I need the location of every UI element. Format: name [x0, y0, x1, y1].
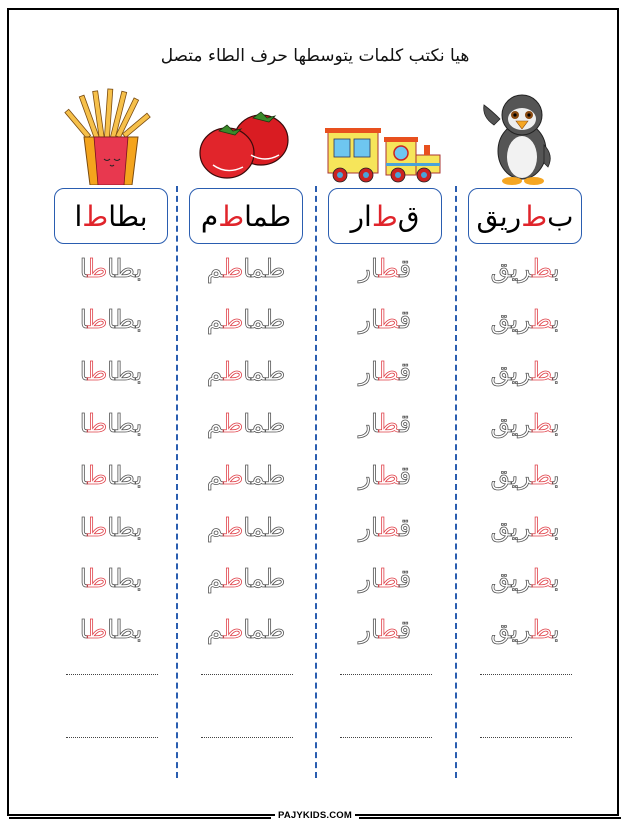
- writing-line[interactable]: [340, 737, 432, 738]
- tracing-word: بطريق: [490, 305, 560, 334]
- writing-line[interactable]: [201, 674, 293, 675]
- tracing-word: بطاطا: [79, 254, 143, 283]
- tracing-word: بطريق: [490, 409, 560, 438]
- toy-train-icon: [320, 85, 450, 185]
- tracing-word: بطريق: [490, 254, 560, 283]
- tracing-word: طماطم: [206, 615, 286, 644]
- example-word-tariq: ب ط ريق: [468, 188, 582, 244]
- tracing-word: قطار: [358, 409, 412, 438]
- tracing-word: بطاطا: [79, 305, 143, 334]
- tracing-word: قطار: [358, 305, 412, 334]
- tracing-word: قطار: [358, 357, 412, 386]
- tracing-word: طماطم: [206, 254, 286, 283]
- tracing-word: طماطم: [206, 461, 286, 490]
- tracing-word: بطريق: [490, 513, 560, 542]
- writing-line[interactable]: [201, 737, 293, 738]
- penguin-icon: [460, 85, 590, 185]
- tracing-word: بطاطا: [79, 461, 143, 490]
- writing-line[interactable]: [480, 674, 572, 675]
- writing-line[interactable]: [480, 737, 572, 738]
- writing-line[interactable]: [340, 674, 432, 675]
- tracing-word: بطاطا: [79, 564, 143, 593]
- tracing-word: بطاطا: [79, 409, 143, 438]
- tracing-word: طماطم: [206, 357, 286, 386]
- tracing-word: قطار: [358, 564, 412, 593]
- tracing-word: طماطم: [206, 305, 286, 334]
- tracing-word: بطريق: [490, 564, 560, 593]
- tracing-word: بطاطا: [79, 357, 143, 386]
- tracing-word: بطريق: [490, 461, 560, 490]
- column-divider: [315, 186, 317, 778]
- example-word-tamatim: طما ط م: [189, 188, 303, 244]
- example-word-batata: بطا ط ا: [54, 188, 168, 244]
- tracing-word: قطار: [358, 461, 412, 490]
- tracing-word: طماطم: [206, 564, 286, 593]
- writing-line[interactable]: [66, 737, 158, 738]
- writing-line[interactable]: [66, 674, 158, 675]
- tracing-word: بطاطا: [79, 513, 143, 542]
- tracing-word: بطريق: [490, 615, 560, 644]
- worksheet-title: هيا نكتب كلمات يتوسطها حرف الطاء متصل: [160, 46, 470, 66]
- footer-brand: PAJYKIDS.COM: [0, 810, 630, 821]
- tracing-word: قطار: [358, 615, 412, 644]
- example-word-qitar: ق ط ار: [328, 188, 442, 244]
- tracing-word: قطار: [358, 254, 412, 283]
- tracing-word: طماطم: [206, 513, 286, 542]
- tracing-word: بطاطا: [79, 615, 143, 644]
- tracing-word: بطريق: [490, 357, 560, 386]
- tracing-word: قطار: [358, 513, 412, 542]
- french-fries-icon: [46, 85, 176, 185]
- tracing-word: طماطم: [206, 409, 286, 438]
- column-divider: [455, 186, 457, 778]
- column-divider: [176, 186, 178, 778]
- tomatoes-icon: [181, 85, 311, 185]
